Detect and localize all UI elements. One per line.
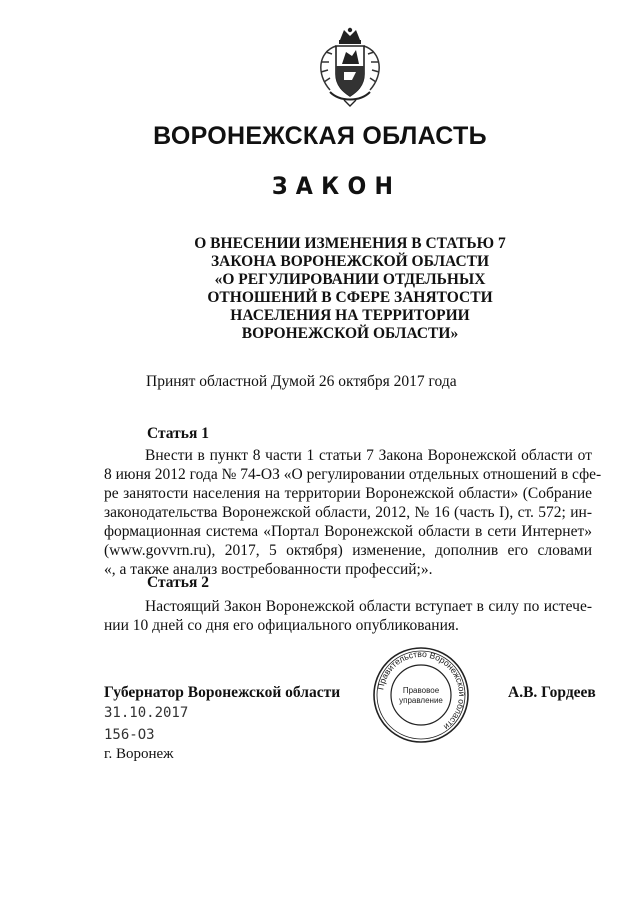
law-title-line: «О РЕГУЛИРОВАНИИ ОТДЕЛЬНЫХ bbox=[214, 271, 486, 288]
law-title-line: НАСЕЛЕНИЯ НА ТЕРРИТОРИИ bbox=[230, 307, 470, 324]
law-title-line: ОТНОШЕНИЙ В СФЕРЕ ЗАНЯТОСТИ bbox=[207, 289, 493, 306]
article-2-line: Настоящий Закон Воронежской области вступает в силу по истече- bbox=[145, 598, 592, 615]
law-title-line: ВОРОНЕЖСКОЙ ОБЛАСТИ» bbox=[241, 325, 459, 342]
article-1-text bbox=[104, 446, 602, 579]
article-2-heading: Статья 2 bbox=[147, 574, 209, 591]
seal-ring-text: Правительство Воронежской области bbox=[375, 648, 468, 733]
law-title-line: ЗАКОНА ВОРОНЕЖСКОЙ ОБЛАСТИ bbox=[210, 253, 490, 270]
article-1-line: ре занятости населения на территории Воронежской области» (Собрание bbox=[104, 485, 592, 502]
law-number: 156-ОЗ bbox=[104, 727, 155, 743]
law-title-line: О ВНЕСЕНИИ ИЗМЕНЕНИЯ В СТАТЬЮ 7 bbox=[194, 235, 506, 252]
article-1-line: Внести в пункт 8 части 1 статьи 7 Закона Воронежской области от bbox=[145, 447, 592, 464]
signing-date: 31.10.2017 bbox=[104, 705, 189, 721]
adoption-statement: Принят областной Думой 26 октября 2017 года bbox=[146, 373, 457, 390]
article-1-line: законодательства Воронежской области, 2012, № 16 (часть I), ст. 572; ин- bbox=[104, 504, 592, 521]
article-1-line: (www.govvrn.ru), 2017, 5 октября) изменение, дополнив его словами bbox=[104, 542, 592, 559]
article-1-line: 8 июня 2012 года № 74-ОЗ «О регулировании отдельных отношений в сфе- bbox=[104, 466, 602, 483]
coat-of-arms-icon bbox=[312, 26, 388, 108]
law-title bbox=[0, 235, 640, 343]
seal-center-line: управление bbox=[399, 696, 443, 705]
article-1-line: формационная система «Портал Воронежской области в сети Интернет» bbox=[104, 523, 592, 540]
official-seal-icon bbox=[372, 646, 470, 744]
signing-city: г. Воронеж bbox=[104, 746, 174, 762]
signer-title: Губернатор Воронежской области bbox=[104, 684, 341, 701]
article-1-heading: Статья 1 bbox=[147, 425, 209, 442]
article-1-line: «, а также анализ востребованности профессий;». bbox=[104, 561, 433, 578]
seal-center-line: Правовое bbox=[402, 686, 440, 695]
article-2-text bbox=[104, 597, 592, 635]
region-title: ВОРОНЕЖСКАЯ ОБЛАСТЬ bbox=[153, 122, 487, 150]
article-2-line: нии 10 дней со дня его официального опубликования. bbox=[104, 617, 459, 634]
signer-name: А.В. Гордеев bbox=[508, 684, 596, 701]
document-type: ЗАКОН bbox=[271, 172, 402, 200]
